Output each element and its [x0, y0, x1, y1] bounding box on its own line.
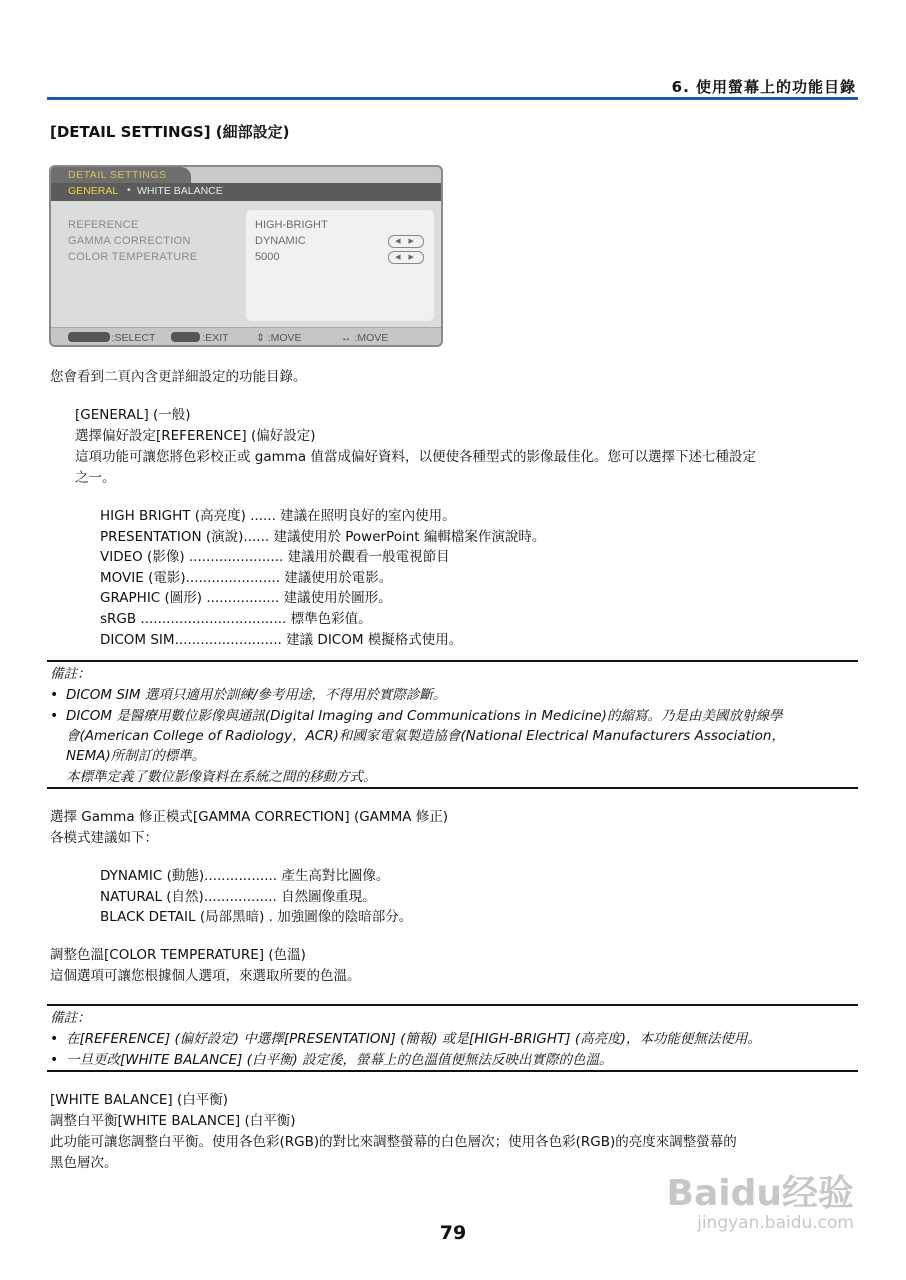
- osd-value-color-temp: 5000: [255, 251, 280, 263]
- watermark-logo: Baidu经验: [666, 1173, 854, 1214]
- osd-footer: [51, 327, 443, 347]
- osd-value-panel: [246, 210, 434, 321]
- osd-title: DETAIL SETTINGS: [68, 169, 167, 181]
- osd-body: [51, 201, 443, 327]
- osd-footer-select: ENTER :SELECT: [68, 332, 155, 344]
- section-title: [DETAIL SETTINGS] (細部設定): [50, 123, 290, 141]
- osd-menu-screenshot: [49, 165, 443, 347]
- osd-value-gamma: DYNAMIC: [255, 235, 306, 247]
- bullet-icon: •: [50, 687, 59, 703]
- page-number: 79: [439, 1222, 467, 1244]
- white-balance-description-cont: 黑色層次。: [50, 1155, 118, 1171]
- note-item: 在[REFERENCE] (偏好設定) 中選擇[PRESENTATION] (簡報) 或是[HIGH-BRIGHT] (高亮度)，本功能便無法使用。: [66, 1031, 761, 1047]
- gamma-option: DYNAMIC (動態)................. 產生高對比圖像。: [100, 868, 390, 884]
- watermark-url: jingyan.baidu.com: [697, 1213, 854, 1233]
- note-item-cont: NEMA)所制訂的標準。: [66, 748, 206, 764]
- intro-text: 您會看到二頁內含更詳細設定的功能目錄。: [50, 369, 307, 385]
- note-item: DICOM SIM 選項只適用於訓練/參考用途，不得用於實際診斷。: [66, 687, 447, 703]
- note-title: 備註：: [50, 1010, 91, 1026]
- color-temp-description: 這個選項可讓您根據個人選項，來選取所要的色溫。: [50, 968, 361, 984]
- chapter-heading: 6. 使用螢幕上的功能目錄: [671, 78, 856, 96]
- reference-description-cont: 之一。: [75, 470, 116, 486]
- osd-tab-white-balance: WHITE BALANCE: [137, 185, 223, 197]
- osd-tab-bar: [51, 183, 443, 201]
- note-rule-bottom: [47, 787, 858, 789]
- enter-key-icon: ENTER: [68, 332, 110, 342]
- note-rule-bottom: [47, 1070, 858, 1072]
- white-balance-description: 此功能可讓您調整白平衡。使用各色彩(RGB)的對比來調整螢幕的白色層次；使用各色彩(RGB)的亮度來調整螢幕的: [50, 1134, 737, 1150]
- note-title: 備註：: [50, 666, 91, 682]
- white-balance-heading: [WHITE BALANCE] (白平衡): [50, 1092, 229, 1108]
- color-temp-heading: 調整色溫[COLOR TEMPERATURE] (色溫): [50, 947, 306, 963]
- osd-arrows-icon: ◀ ▶: [388, 235, 424, 248]
- osd-value-reference: HIGH-BRIGHT: [255, 219, 328, 231]
- bullet-icon: •: [50, 1031, 59, 1047]
- osd-tab-separator: •: [127, 184, 131, 196]
- osd-title-tab: [51, 167, 191, 184]
- bullet-icon: •: [50, 1052, 59, 1068]
- gamma-option: BLACK DETAIL (局部黑暗) . 加強圖像的陰暗部分。: [100, 909, 413, 925]
- osd-label-color-temp: COLOR TEMPERATURE: [68, 251, 198, 263]
- note-item-cont: 本標準定義了數位影像資料在系統之間的移動方式。: [66, 769, 377, 785]
- osd-footer-exit: EXIT :EXIT: [171, 332, 229, 344]
- note-item: DICOM 是醫療用數位影像與通訊(Digital Imaging and Communications in Medicine)的縮寫。乃是由美國放射線學: [66, 708, 783, 724]
- reference-option: DICOM SIM......................... 建議 DICOM 模擬格式使用。: [100, 632, 463, 648]
- reference-option: sRGB .................................. 標準色彩值。: [100, 611, 372, 627]
- osd-tab-general: GENERAL: [68, 185, 119, 197]
- osd-label-gamma: GAMMA CORRECTION: [68, 235, 191, 247]
- reference-option: MOVIE (電影)...................... 建議使用於電影。: [100, 570, 393, 586]
- general-heading: [GENERAL] (一般): [75, 407, 191, 423]
- gamma-option: NATURAL (自然)................. 自然圖像重現。: [100, 889, 376, 905]
- exit-key-icon: EXIT: [171, 332, 200, 342]
- reference-heading: 選擇偏好設定[REFERENCE] (偏好設定): [75, 428, 316, 444]
- note-item: 一旦更改[WHITE BALANCE] (白平衡) 設定後，螢幕上的色溫值便無法反映出實際的色溫。: [66, 1052, 613, 1068]
- header-rule: [47, 97, 858, 100]
- gamma-sub: 各模式建議如下：: [50, 830, 158, 846]
- note-item-cont: 會(American College of Radiology，ACR)和國家電氣製造協會(National Electrical Manufacturers Association，: [66, 728, 785, 744]
- reference-option: VIDEO (影像) ...................... 建議用於觀看一般電視節目: [100, 549, 450, 565]
- osd-footer-move-horizontal: ↔ :MOVE: [341, 332, 389, 344]
- bullet-icon: •: [50, 708, 59, 724]
- reference-description: 這項功能可讓您將色彩校正或 gamma 值當成偏好資料，以便使各種型式的影像最佳化。您可以選擇下述七種設定: [75, 449, 756, 465]
- reference-option: GRAPHIC (圖形) ................. 建議使用於圖形。: [100, 590, 392, 606]
- osd-arrows-icon: ◀ ▶: [388, 251, 424, 264]
- white-balance-sub: 調整白平衡[WHITE BALANCE] (白平衡): [50, 1113, 296, 1129]
- osd-label-reference: REFERENCE: [68, 219, 139, 231]
- note-rule-top: [47, 1004, 858, 1006]
- osd-footer-move-vertical: ⇕ :MOVE: [256, 332, 302, 344]
- note-rule-top: [47, 660, 858, 662]
- gamma-heading: 選擇 Gamma 修正模式[GAMMA CORRECTION] (GAMMA 修正): [50, 809, 449, 825]
- reference-option: HIGH BRIGHT (高亮度) ...... 建議在照明良好的室內使用。: [100, 508, 456, 524]
- reference-option: PRESENTATION (演說)...... 建議使用於 PowerPoint 編輯檔案作演說時。: [100, 529, 546, 545]
